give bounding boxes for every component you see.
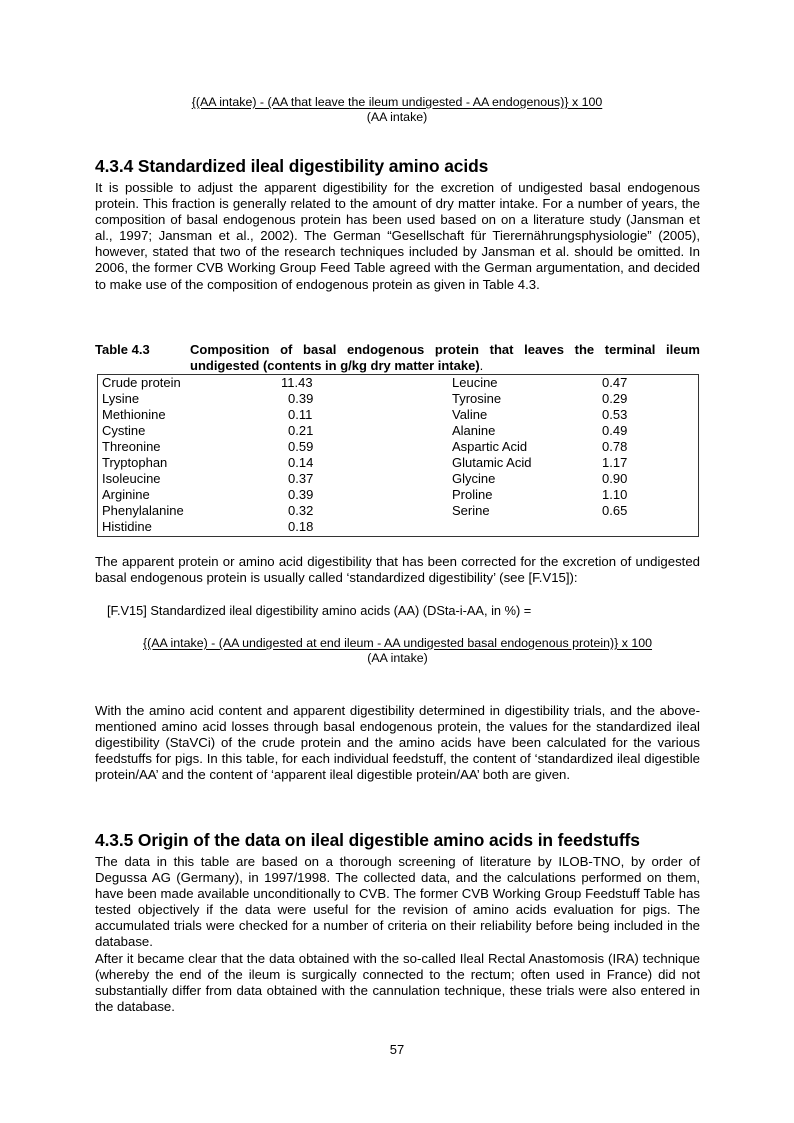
formula-fv15-label: [F.V15] Standardized ileal digestibility amino acids (AA) (DSta-i-AA, in %) =	[107, 603, 532, 618]
amino-acid-value: 1.10	[602, 487, 628, 502]
amino-acid-value: 0.49	[602, 423, 628, 438]
amino-acid-value: 0.39	[288, 487, 314, 502]
amino-acid-value: 0.90	[602, 471, 628, 486]
amino-acid-value: 0.39	[288, 391, 314, 406]
values-calculation-paragraph: With the amino acid content and apparent digestibility determined in digestibility trials, and the above-mentioned amino acid losses through basal endogenous protein, the values for the standardized ileal digestibility (StaVCi) of the crude protein and the amino acids have been calculated for the various feedstuffs for pigs. In this table, for each individual feedstuff, the content of ‘standardized ileal digestible protein/AA’ and the content of ‘apparent ileal digestible protein/AA’ both are given.	[95, 703, 700, 783]
amino-acid-name: Aspartic Acid	[452, 439, 528, 454]
table-caption-text	[190, 342, 700, 374]
formula-denominator: (AA intake)	[366, 110, 428, 124]
table-caption-period: .	[479, 358, 484, 373]
amino-acid-name: Arginine	[102, 487, 150, 502]
amino-acid-value: 0.21	[288, 423, 314, 438]
table-caption	[95, 342, 700, 374]
amino-acid-name: Tryptophan	[102, 455, 168, 470]
amino-acid-value: 0.11	[288, 407, 313, 422]
amino-acid-name: Histidine	[102, 519, 152, 534]
formula-numerator: {(AA intake) - (AA undigested at end ileum - AA undigested basal endogenous protein)} x 100	[142, 636, 653, 650]
amino-acid-name: Serine	[452, 503, 490, 518]
amino-acid-name: Isoleucine	[102, 471, 161, 486]
amino-acid-name: Crude protein	[102, 375, 181, 390]
amino-acid-value: 0.53	[602, 407, 628, 422]
amino-acid-value: 0.29	[602, 391, 628, 406]
formula-numerator: {(AA intake) - (AA that leave the ileum undigested - AA endogenous)} x 100	[191, 95, 603, 109]
table-caption-title: Composition of basal endogenous protein that leaves the terminal ileum undigested (contents in g/kg dry matter intake)	[190, 342, 700, 373]
amino-acid-value: 0.14	[288, 455, 314, 470]
amino-acid-name: Methionine	[102, 407, 166, 422]
amino-acid-value: 0.65	[602, 503, 628, 518]
table-endogenous-protein	[97, 374, 699, 537]
amino-acid-value: 0.59	[288, 439, 314, 454]
amino-acid-value: 0.78	[602, 439, 628, 454]
amino-acid-name: Tyrosine	[452, 391, 502, 406]
amino-acid-value: 0.32	[288, 503, 314, 518]
table-label: Table 4.3	[95, 342, 150, 357]
section-4-3-4-paragraph: It is possible to adjust the apparent digestibility for the excretion of undigested basal endogenous protein. This fraction is generally related to the amount of dry matter intake. For a number of years, the composition of basal endogenous protein has been used based on on a literature study (Jansman et al., 1997; Jansman et al., 2002). The German “Gesellschaft für Tierernährungsphysiologie” (2005), however, stated that two of the research techniques included by Jansman et al. should be omitted. In 2006, the former CVB Working Group Feed Table agreed with the German argumentation, and decided to make use of the composition of endogenous protein as given in Table 4.3.	[95, 180, 700, 292]
formula-denominator: (AA intake)	[367, 651, 428, 665]
amino-acid-name: Glycine	[452, 471, 496, 486]
section-4-3-5-paragraph-2: After it became clear that the data obtained with the so-called Ileal Rectal Anastomosis (IRA) technique (whereby the end of the ileum is surgically connected to the rectum; often used in France) did not substantially differ from data obtained with the cannulation technique, these trials were also entered in the database.	[95, 951, 700, 1015]
amino-acid-name: Valine	[452, 407, 488, 422]
amino-acid-value: 0.18	[288, 519, 314, 534]
section-4-3-5-paragraph-1: The data in this table are based on a thorough screening of literature by ILOB-TNO, by order of Degussa AG (Germany), in 1997/1998. The collected data, and the calculations performed on them, have been made available unconditionally to CVB. The former CVB Working Group Feedstuff Table has tested objectively if the data were useful for the revision of amino acids evaluation for pigs. The accumulated trials were checked for a number of criteria on their reliability before being included in the database.	[95, 854, 700, 950]
amino-acid-value: 0.47	[602, 375, 628, 390]
amino-acid-name: Phenylalanine	[102, 503, 184, 518]
section-heading-4-3-5: 4.3.5 Origin of the data on ileal digestible amino acids in feedstuffs	[95, 830, 640, 850]
amino-acid-name: Proline	[452, 487, 493, 502]
section-heading-4-3-4: 4.3.4 Standardized ileal digestibility amino acids	[95, 156, 489, 176]
formula-apparent-digestibility	[0, 95, 794, 125]
amino-acid-name: Threonine	[102, 439, 161, 454]
amino-acid-name: Lysine	[102, 391, 140, 406]
amino-acid-value: 11.43	[281, 375, 313, 390]
formula-standardized-digestibility	[95, 636, 700, 666]
amino-acid-name: Cystine	[102, 423, 146, 438]
page-number: 57	[389, 1042, 405, 1057]
standardized-digestibility-paragraph: The apparent protein or amino acid digestibility that has been corrected for the excretion of undigested basal endogenous protein is usually called ‘standardized digestibility’ (see [F.V15]):	[95, 554, 700, 586]
amino-acid-value: 1.17	[602, 455, 628, 470]
amino-acid-name: Glutamic Acid	[452, 455, 532, 470]
amino-acid-name: Alanine	[452, 423, 496, 438]
amino-acid-value: 0.37	[288, 471, 314, 486]
amino-acid-name: Leucine	[452, 375, 498, 390]
